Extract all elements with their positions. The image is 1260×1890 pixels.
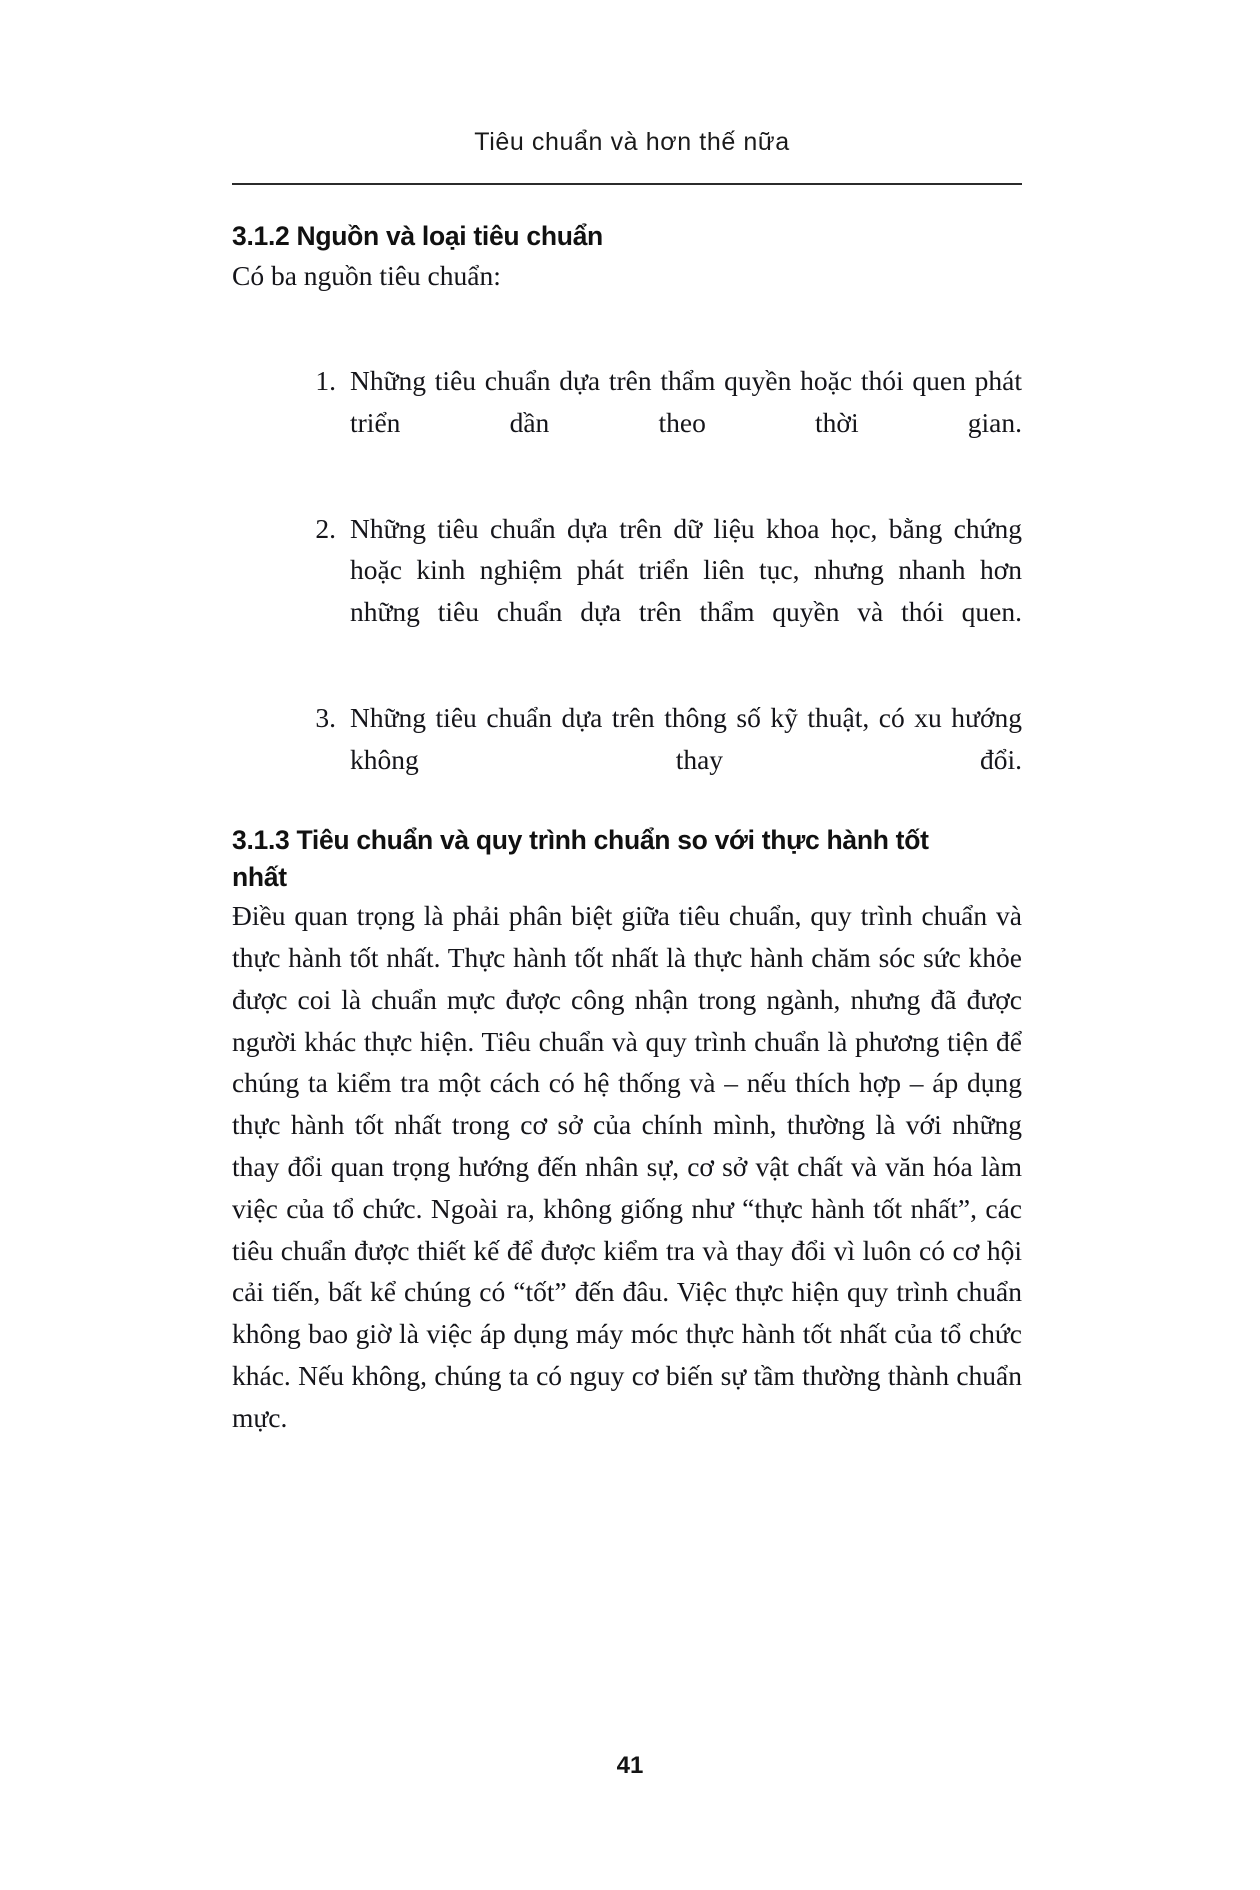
list-item bbox=[292, 360, 1022, 485]
page-content bbox=[232, 218, 1022, 1480]
heading-3-1-3: 3.1.3 Tiêu chuẩn và quy trình chuẩn so với thực hành tốt nhất bbox=[232, 825, 929, 892]
list-item bbox=[292, 508, 1022, 675]
standards-source-list bbox=[232, 360, 1022, 822]
list-item bbox=[292, 697, 1022, 822]
list-item-marker: 2. bbox=[315, 512, 336, 544]
list-item-text: Những tiêu chuẩn dựa trên thẩm quyền hoặc thói quen phát triển dần theo thời gian. bbox=[350, 365, 1022, 438]
list-item-text: Những tiêu chuẩn dựa trên thông số kỹ thuật, có xu hướng không thay đổi. bbox=[350, 701, 1022, 775]
page-number: 41 bbox=[616, 1752, 644, 1779]
list-item-marker: 1. bbox=[315, 365, 336, 397]
header-rule bbox=[232, 183, 1022, 185]
body-paragraph: Điều quan trọng là phải phân biệt giữa tiêu chuẩn, quy trình chuẩn và thực hành tốt nhất. Thực hành tốt nhất là thực hành chăm sóc sức khỏe được coi là chuẩn mực được công nhận trong ngành, nhưng đã được người khác thực hiện. Tiêu chuẩn và quy trình chuẩn là phương tiện để chúng ta kiểm tra một cách có hệ thống và – nếu thích hợp – áp dụng thực hành tốt nhất trong cơ sở của chính mình, thường là với những thay đổi quan trọng hướng đến nhân sự, cơ sở vật chất và văn hóa làm việc của tổ chức. Ngoài ra, không giống như “thực hành tốt nhất”, các tiêu chuẩn được thiết kế để được kiểm tra và thay đổi vì luôn có cơ hội cải tiến, bất kể chúng có “tốt” đến đâu. Việc thực hiện quy trình chuẩn không bao giờ là việc áp dụng máy móc thực hành tốt nhất của tổ chức khác. Nếu không, chúng ta có nguy cơ biến sự tầm thường thành chuẩn mực. bbox=[232, 900, 1022, 1433]
intro-paragraph: Có ba nguồn tiêu chuẩn: bbox=[232, 259, 501, 291]
running-header: Tiêu chuẩn và hơn thế nữa bbox=[474, 128, 790, 156]
heading-3-1-2: 3.1.2 Nguồn và loại tiêu chuẩn bbox=[232, 221, 603, 251]
list-item-marker: 3. bbox=[315, 701, 336, 733]
list-item-text: Những tiêu chuẩn dựa trên dữ liệu khoa học, bằng chứng hoặc kinh nghiệm phát triển liên tục, nhưng nhanh hơn những tiêu chuẩn dựa trên thẩm quyền và thói quen. bbox=[350, 512, 1022, 628]
